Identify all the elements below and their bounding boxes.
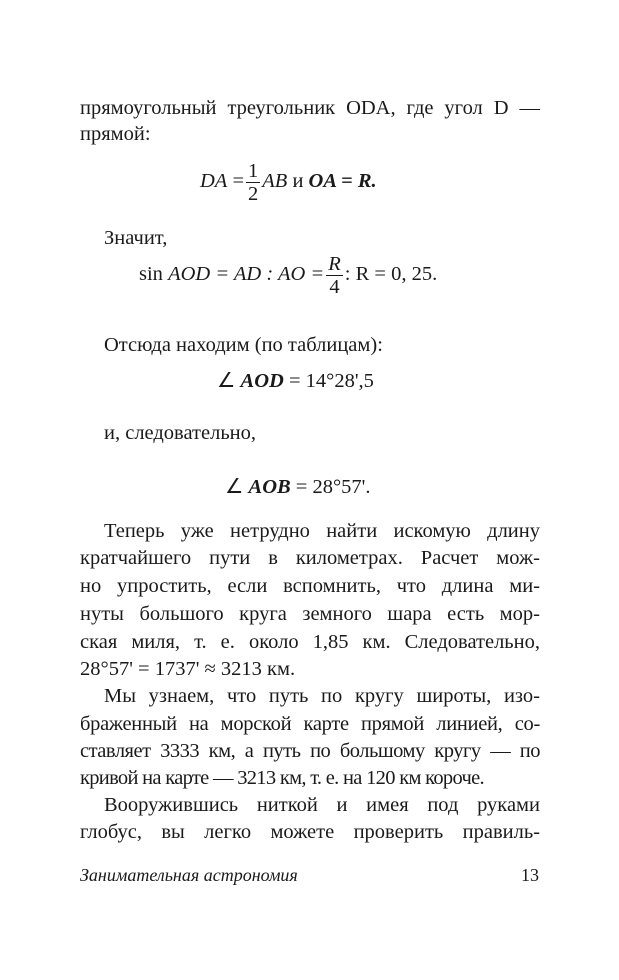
equation-aod: [217, 368, 374, 394]
fraction-numerator: R: [328, 253, 341, 275]
text-line: [80, 95, 540, 121]
sin-function: sin: [139, 263, 163, 286]
angle-symbol: ∠: [225, 476, 244, 498]
text-line: браженный на морской карте прямой линией, со-: [80, 713, 540, 735]
text-line: Значит,: [104, 227, 168, 249]
text-line: нуты большого круга земного шара есть мор-: [80, 603, 540, 625]
equation-rhs: OA = R.: [308, 170, 377, 193]
text-line: и, следовательно,: [104, 422, 257, 444]
equation-term: AOD = AD : AO =: [168, 263, 325, 286]
equals-sign: =: [232, 170, 245, 193]
fraction-denominator: 2: [248, 183, 259, 205]
text-line: но упростить, если вспомнить, что длина ми-: [80, 575, 540, 597]
fraction-numerator: 1: [248, 160, 259, 182]
angle-value: = 28°57'.: [295, 476, 371, 498]
equation-aob: [225, 474, 371, 500]
running-footer-title: Занимательная астрономия: [80, 865, 298, 885]
equation-sin: [139, 253, 437, 298]
equation-result: : R = 0, 25.: [344, 263, 438, 286]
text-line: кривой на карте — 3213 км, т. е. на 120 км короче.: [80, 767, 484, 789]
text-line: Мы узнаем, что путь по кругу широты, изо-: [104, 685, 540, 707]
page-number: 13: [521, 865, 539, 885]
angle-name: AOD: [240, 370, 284, 392]
text-line: прямой:: [80, 123, 151, 145]
fraction-denominator: 4: [329, 276, 340, 298]
text-line: 28°57' = 1737' ≈ 3213 км.: [80, 658, 296, 680]
text-line: Вооружившись ниткой и имея под руками: [104, 794, 540, 816]
text-line-content: прямоугольный треугольник ODA, где угол D —: [80, 97, 540, 119]
text-line: Теперь уже нетрудно найти искомую длину: [104, 520, 540, 542]
fraction: [246, 160, 260, 205]
text-line: ставляет 3333 км, а путь по большому кругу — по: [80, 740, 540, 762]
text-line: глобус, вы легко можете проверить правиль-: [80, 821, 540, 843]
equation-da: [200, 160, 377, 205]
equation-term: AB: [262, 170, 288, 193]
text-line: кратчайшего пути в километрах. Расчет мож-: [80, 547, 540, 569]
fraction: [326, 253, 343, 298]
angle-symbol: ∠: [217, 370, 236, 392]
equation-lhs: DA: [200, 170, 228, 193]
angle-value: = 14°28',5: [288, 370, 374, 392]
text-line: ская миля, т. е. около 1,85 км. Следовательно,: [80, 631, 540, 653]
angle-name: AOB: [248, 476, 291, 498]
conjunction: и: [292, 170, 304, 193]
text-line: Отсюда находим (по таблицам):: [104, 334, 383, 356]
